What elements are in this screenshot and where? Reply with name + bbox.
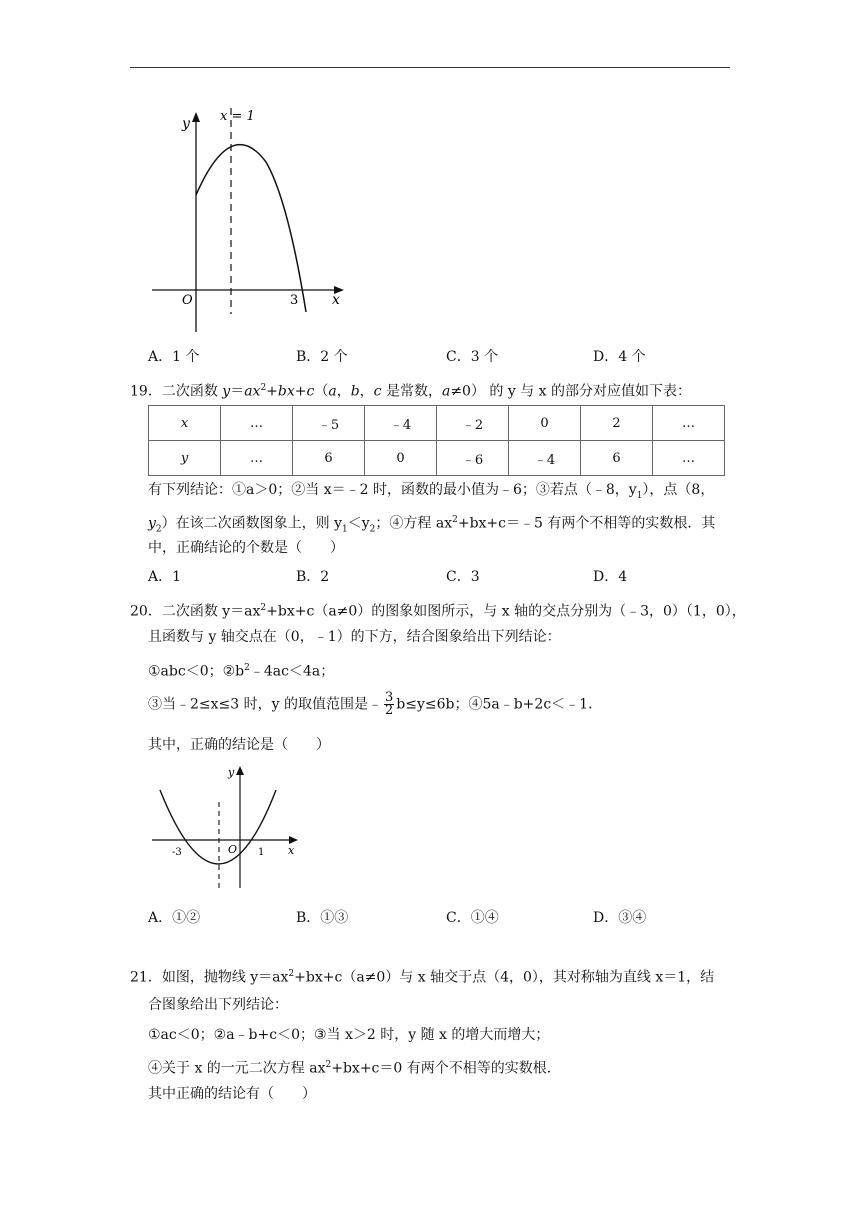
q20-stem-line1: 20．二次函数 $y=ax^2+bx+c(a\ne 0)$的图象如图所示，与 x 轴的交点分别为（﹣3，0）（1，0）， xyxy=(130,603,746,620)
q20-left-root-label: -3 xyxy=(172,847,182,858)
q18-axis-label: x = 1 xyxy=(220,109,255,124)
q20-option-b: B．①③ xyxy=(296,910,349,926)
q20-conclusions-line1: ①abc＜0；$②b^2﹣4ac<4a$； xyxy=(148,663,335,680)
table-row xyxy=(149,406,725,441)
q18-x-label: x xyxy=(332,292,340,308)
table-cell: 6 xyxy=(293,441,365,476)
q21-stem-line1: 21．如图，抛物线 $y=ax^2+bx+c(a\ne 0)$与 x 轴交于点（4，0），其对称轴为直线 x＝1，结 xyxy=(130,969,715,986)
table-row xyxy=(149,441,725,476)
q20-option-c: C．①④ xyxy=(446,910,499,926)
q19-conclusions-line2: $y_2$）在该二次函数图象上，则 $y_1<y_2$；④方程 $ax^2+bx+c=﹣5$ 有两个不相等的实数根．其 xyxy=(148,515,716,535)
q20-option-a: A．①② xyxy=(148,910,201,926)
table-cell: ﹣5 xyxy=(293,406,365,441)
q18-y-axis-arrow xyxy=(192,112,200,122)
table-cell: … xyxy=(653,441,725,476)
q18-origin-label: O xyxy=(182,293,193,308)
table-cell: 0 xyxy=(509,406,581,441)
header-rule xyxy=(130,67,730,68)
table-cell: 2 xyxy=(581,406,653,441)
q19-conclusions-line1: 有下列结论：①a＞0；②当 x＝﹣2 时，函数的最小值为﹣6；③若点（﹣8，$y_1$），点（8， xyxy=(148,482,715,501)
q20-y-axis-arrow xyxy=(236,766,244,775)
q18-parabola-figure xyxy=(148,100,358,340)
q19-option-d: D．4 xyxy=(593,569,628,585)
q20-right-root-label: 1 xyxy=(258,847,265,858)
q18-option-a: A．1 个 xyxy=(148,349,200,365)
q18-intercept-label: 3 xyxy=(290,293,299,308)
q19-question-line: 中，正确结论的个数是（ ） xyxy=(148,540,344,556)
table-cell: … xyxy=(221,406,293,441)
q19-value-table xyxy=(148,405,725,476)
q21-question-line: 其中正确的结论有（ ） xyxy=(148,1086,316,1102)
q20-y-label: y xyxy=(228,766,235,779)
q18-y-label: y xyxy=(182,116,190,132)
q18-option-c: C．3 个 xyxy=(446,349,499,365)
q20-stem-line2: 且函数与 y 轴交点在（0，﹣1）的下方，结合图象给出下列结论： xyxy=(148,629,561,645)
table-cell: ﹣4 xyxy=(365,406,437,441)
q20-option-d: D．③④ xyxy=(593,910,647,926)
q18-option-d: D．4 个 xyxy=(593,349,646,365)
table-cell: ﹣4 xyxy=(509,441,581,476)
table-cell: … xyxy=(653,406,725,441)
q18-parabola-curve xyxy=(196,145,306,312)
table-cell: ﹣2 xyxy=(437,406,509,441)
q19-option-b: B．2 xyxy=(296,569,330,585)
table-cell: 0 xyxy=(365,441,437,476)
q20-parabola-figure xyxy=(148,762,308,902)
table-cell: 6 xyxy=(581,441,653,476)
q19-option-a: A．1 xyxy=(148,569,182,585)
table-cell: … xyxy=(221,441,293,476)
q21-conclusions-line2: ④关于 x 的一元二次方程 $ax^2+bx+c=0$ 有两个不相等的实数根． xyxy=(148,1060,561,1077)
q19-stem: 19．二次函数 $y=ax^2+bx+c(a$，b，c 是常数，a≠0） 的 y 与 x 的部分对应值如下表： xyxy=(130,383,692,400)
q20-question-line: 其中，正确的结论是（ ） xyxy=(148,737,330,753)
table-cell-header-x: x xyxy=(149,406,221,441)
q20-x-axis-arrow xyxy=(289,836,298,844)
q20-conclusions-line2: ③当﹣2≤x≤3 时，y 的取值范围是﹣ $\frac{3}{2}$ b≤y≤6b；④5a﹣b+2c＜﹣1． xyxy=(148,690,603,718)
q20-x-label: x xyxy=(288,844,295,857)
q21-stem-line2: 合图象给出下列结论： xyxy=(148,997,288,1013)
q19-option-c: C．3 xyxy=(446,569,480,585)
q20-origin-label: O xyxy=(228,843,238,856)
q18-option-b: B．2 个 xyxy=(296,349,348,365)
fraction-three-halves: $\frac{3}{2}$ xyxy=(384,690,394,718)
q21-conclusions-line1: ①ac＜0；②a﹣b+c＜0；③当 x＞2 时，y 随 x 的增大而增大； xyxy=(148,1027,550,1043)
table-cell-header-y: y xyxy=(149,441,221,476)
table-cell: ﹣6 xyxy=(437,441,509,476)
